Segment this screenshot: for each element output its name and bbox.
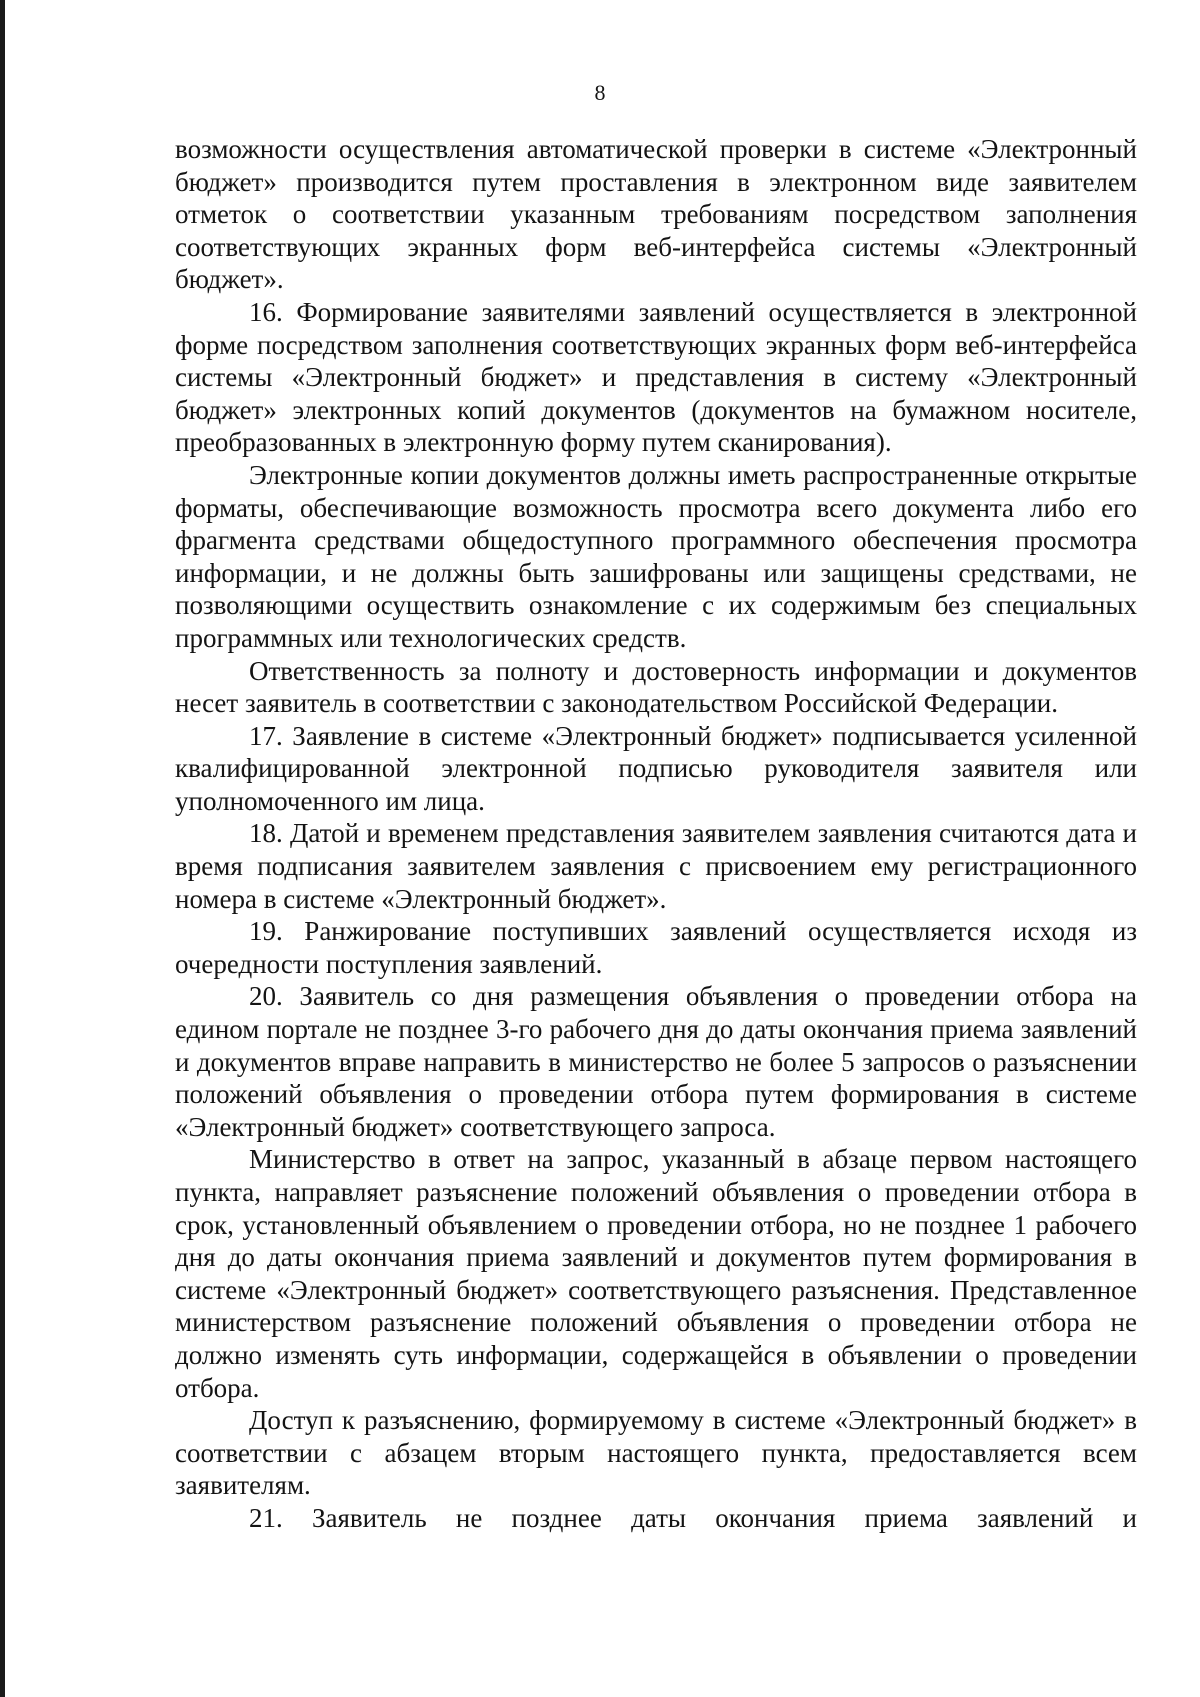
paragraph-20-access: Доступ к разъяснению, формируемому в системе «Электронный бюджет» в соответствии с абзацем вторым настоящего пункта, предоставляется всем заявителям.	[175, 1405, 1137, 1501]
document-body	[175, 133, 1137, 1535]
paragraph-21: 21. Заявитель не позднее даты окончания приема заявлений и	[249, 1502, 1137, 1533]
paragraph-16-responsibility: Ответственность за полноту и достоверность информации и документов несет заявитель в соответствии с законодательством Российской Федерации.	[175, 655, 1137, 719]
paragraph-20: 20. Заявитель со дня размещения объявления о проведении отбора на едином портале не позднее 3-го рабочего дня до даты окончания приема заявлений и документов вправе направить в министерство не более 5 запросов о разъяснении положений объявления о проведении отбора путем формирования в системе «Электронный бюджет» соответствующего запроса.	[175, 981, 1137, 1142]
paragraph-16: 16. Формирование заявителями заявлений осуществляется в электронной форме посредством заполнения соответствующих экранных форм веб-интерфейса системы «Электронный бюджет» и представления в систему «Электронный бюджет» электронных копий документов (документов на бумажном носителе, преобразованных в электронную форму путем сканирования).	[175, 296, 1137, 458]
paragraph-19: 19. Ранжирование поступивших заявлений осуществляется исходя из очередности поступления заявлений.	[175, 916, 1137, 979]
paragraph-17: 17. Заявление в системе «Электронный бюджет» подписывается усиленной квалифицированной электронной подписью руководителя заявителя или уполномоченного им лица.	[175, 720, 1137, 816]
paragraph-18: 18. Датой и временем представления заявителем заявления считаются дата и время подписания заявителем заявления с присвоением ему регистрационного номера в системе «Электронный бюджет».	[175, 818, 1137, 914]
paragraph-16-electronic-copies: Электронные копии документов должны иметь распространенные открытые форматы, обеспечивающие возможность просмотра всего документа либо его фрагмента средствами общедоступного программного обеспечения просмотра информации, и не должны быть зашифрованы или защищены средствами, не позволяющими осуществить ознакомление с их содержимым без специальных программных или технологических средств.	[175, 459, 1137, 653]
scan-edge	[0, 0, 5, 1697]
paragraph-intro: возможности осуществления автоматической проверки в системе «Электронный бюджет» производится путем проставления в электронном виде заявителем отметок о соответствии указанным требованиям посредством заполнения соответствующих экранных форм веб-интерфейса системы «Электронный бюджет».	[175, 134, 1137, 295]
page-number: 8	[594, 80, 606, 105]
paragraph-20-ministry-response: Министерство в ответ на запрос, указанный в абзаце первом настоящего пункта, направляет разъяснение положений объявления о проведении отбора в срок, установленный объявлением о проведении отбора, но не позднее 1 рабочего дня до даты окончания приема заявлений и документов путем формирования в системе «Электронный бюджет» соответствующего разъяснения. Представленное министерством разъяснение положений объявления о проведении отбора не должно изменять суть информации, содержащейся в объявлении о проведении отбора.	[175, 1144, 1137, 1403]
